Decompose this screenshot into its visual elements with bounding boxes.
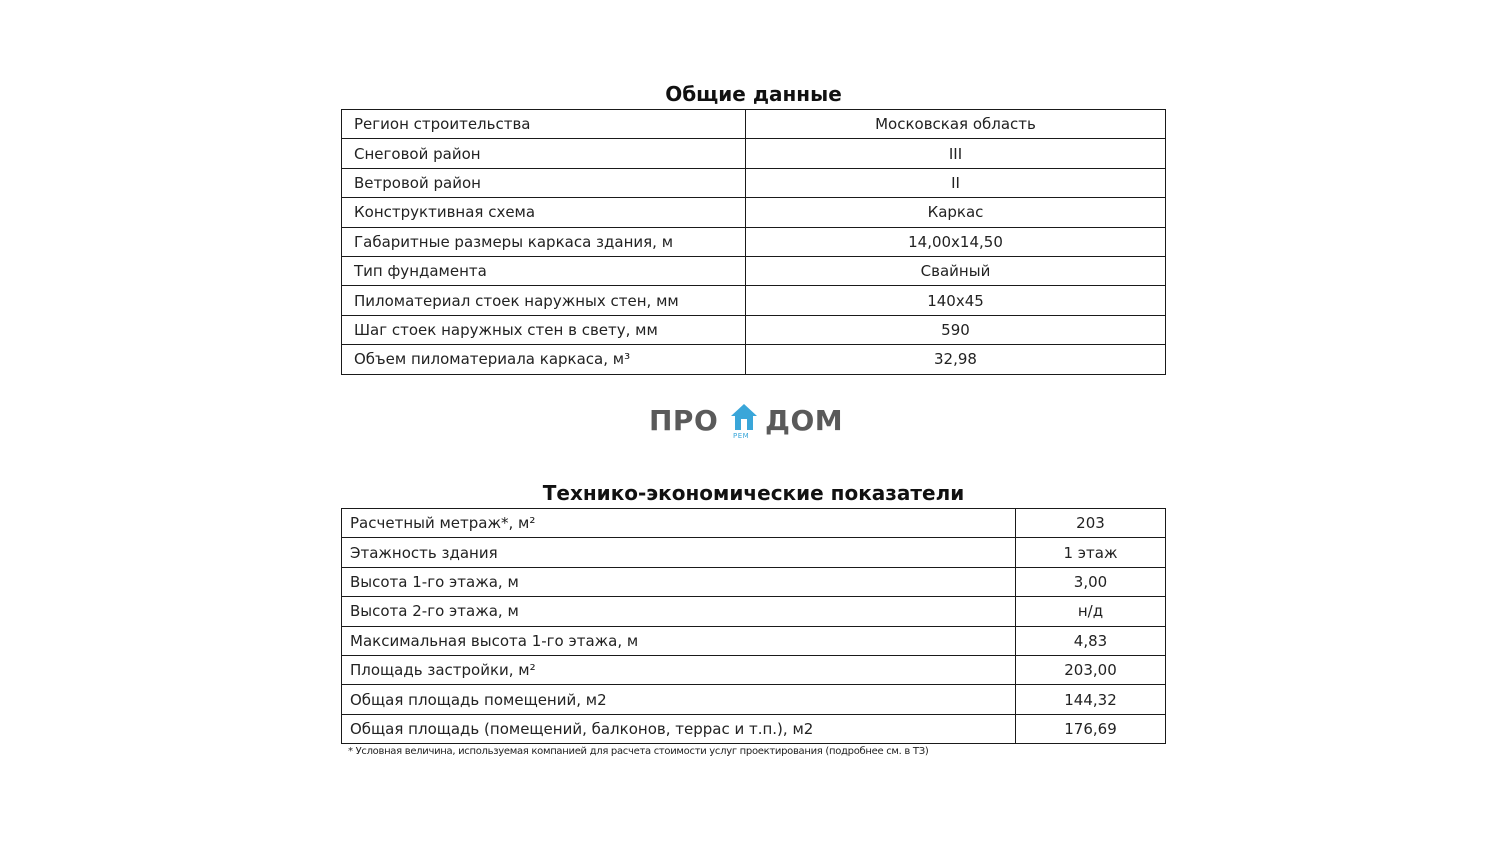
table-row: [342, 315, 1166, 344]
row-value: 1 этаж: [1016, 538, 1166, 567]
table-row: [342, 168, 1166, 197]
table-row: [342, 139, 1166, 168]
row-label: Высота 2-го этажа, м: [342, 597, 1016, 626]
row-value: II: [746, 168, 1166, 197]
row-value: 140x45: [746, 286, 1166, 315]
row-value: 203,00: [1016, 655, 1166, 684]
row-value: III: [746, 139, 1166, 168]
row-label: Общая площадь (помещений, балконов, террас и т.п.), м2: [342, 714, 1016, 743]
table-row: [342, 626, 1166, 655]
table-row: [342, 597, 1166, 626]
logo-subtext: РЕМ: [733, 432, 750, 440]
house-icon: [729, 402, 759, 432]
row-label: Объем пиломатериала каркаса, м³: [342, 345, 746, 374]
row-label: Конструктивная схема: [342, 198, 746, 227]
tech-indicators-title: Технико-экономические показатели: [542, 481, 965, 505]
row-value: 4,83: [1016, 626, 1166, 655]
row-value: 3,00: [1016, 567, 1166, 596]
general-data-title: Общие данные: [665, 82, 842, 106]
table-row: [342, 286, 1166, 315]
row-value: Московская область: [746, 110, 1166, 139]
logo-right-word: ДОМ: [765, 404, 844, 437]
row-label: Ветровой район: [342, 168, 746, 197]
row-label: Габаритные размеры каркаса здания, м: [342, 227, 746, 256]
row-value: н/д: [1016, 597, 1166, 626]
table-row: [342, 538, 1166, 567]
row-value: 32,98: [746, 345, 1166, 374]
table-row: [342, 655, 1166, 684]
row-label: Регион строительства: [342, 110, 746, 139]
company-logo: [649, 400, 849, 444]
row-label: Пиломатериал стоек наружных стен, мм: [342, 286, 746, 315]
row-value: 14,00x14,50: [746, 227, 1166, 256]
row-value: 590: [746, 315, 1166, 344]
row-label: Расчетный метраж*, м²: [342, 509, 1016, 538]
table-row: [342, 345, 1166, 374]
table-row: [342, 509, 1166, 538]
table-row: [342, 685, 1166, 714]
general-data-table: [341, 109, 1166, 375]
logo-left-word: ПРО: [649, 404, 719, 437]
row-value: Каркас: [746, 198, 1166, 227]
row-label: Снеговой район: [342, 139, 746, 168]
row-label: Общая площадь помещений, м2: [342, 685, 1016, 714]
table-row: [342, 198, 1166, 227]
table-row: [342, 110, 1166, 139]
row-value: 144,32: [1016, 685, 1166, 714]
table-row: [342, 714, 1166, 743]
table-row: [342, 256, 1166, 285]
row-label: Тип фундамента: [342, 256, 746, 285]
row-label: Этажность здания: [342, 538, 1016, 567]
row-label: Высота 1-го этажа, м: [342, 567, 1016, 596]
row-label: Шаг стоек наружных стен в свету, мм: [342, 315, 746, 344]
footnote: * Условная величина, используемая компанией для расчета стоимости услуг проектирования (подробнее см. в ТЗ): [348, 746, 929, 757]
table-row: [342, 567, 1166, 596]
row-label: Площадь застройки, м²: [342, 655, 1016, 684]
row-value: 176,69: [1016, 714, 1166, 743]
table-row: [342, 227, 1166, 256]
row-value: Свайный: [746, 256, 1166, 285]
tech-indicators-table: [341, 508, 1166, 744]
row-value: 203: [1016, 509, 1166, 538]
row-label: Максимальная высота 1-го этажа, м: [342, 626, 1016, 655]
